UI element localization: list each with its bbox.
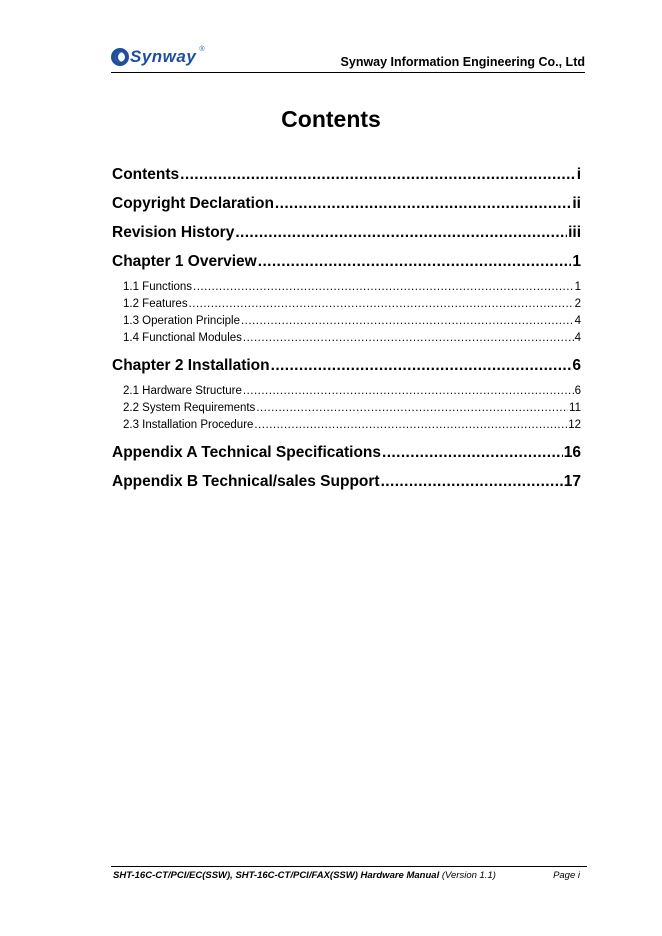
toc-entry-copyright[interactable] xyxy=(112,189,581,218)
toc-entry-page: 12 xyxy=(568,419,581,431)
dot-leader xyxy=(258,247,572,276)
dot-leader xyxy=(382,438,563,467)
toc-entry-label: 2.1 Hardware Structure xyxy=(123,385,242,397)
toc-entry-page: 6 xyxy=(572,357,581,374)
toc-entry-1-3[interactable] xyxy=(112,313,581,330)
toc-entry-page: 4 xyxy=(574,315,581,327)
toc-entry-page: 16 xyxy=(563,444,581,461)
toc-entry-1-1[interactable] xyxy=(112,279,581,296)
toc-entry-1-4[interactable] xyxy=(112,330,581,347)
dot-leader xyxy=(254,417,567,434)
toc-entry-chapter-1[interactable] xyxy=(112,247,581,276)
toc-entry-page: ii xyxy=(572,195,581,212)
dot-leader xyxy=(275,189,571,218)
registered-mark: ® xyxy=(199,45,205,53)
toc-entry-label: Revision History xyxy=(112,224,235,241)
toc-entry-label: Appendix B Technical/sales Support xyxy=(112,473,380,490)
page-title: Contents xyxy=(281,106,381,132)
toc-entry-page: 1 xyxy=(574,281,581,293)
dot-leader xyxy=(243,330,574,347)
toc-entry-appendix-b[interactable] xyxy=(112,467,581,496)
toc-entry-label: 2.3 Installation Procedure xyxy=(123,419,254,431)
synway-logo-icon xyxy=(111,48,129,66)
toc-entry-label: Copyright Declaration xyxy=(112,195,274,212)
page-footer xyxy=(111,866,587,881)
toc-entry-appendix-a[interactable] xyxy=(112,438,581,467)
toc-entry-label: 1.1 Functions xyxy=(123,281,193,293)
toc-entry-2-3[interactable] xyxy=(112,417,581,434)
manual-version: (Version 1.1) xyxy=(441,870,496,881)
dot-leader xyxy=(381,467,563,496)
toc-entry-page: i xyxy=(576,166,581,183)
toc-entry-page: 1 xyxy=(572,253,581,270)
synway-logo xyxy=(111,46,204,68)
toc-entry-contents[interactable] xyxy=(112,160,581,189)
toc-entry-2-1[interactable] xyxy=(112,383,581,400)
toc-entry-label: Chapter 1 Overview xyxy=(112,253,257,270)
table-of-contents xyxy=(112,160,581,496)
toc-entry-page: 2 xyxy=(574,298,581,310)
toc-entry-label: 1.4 Functional Modules xyxy=(123,332,242,344)
toc-entry-label: Chapter 2 Installation xyxy=(112,357,270,374)
manual-name: SHT-16C-CT/PCI/EC(SSW), SHT-16C-CT/PCI/FAX(SSW) Hardware Manual xyxy=(113,870,440,881)
toc-entry-2-2[interactable] xyxy=(112,400,581,417)
logo-text: Synway xyxy=(130,47,197,66)
toc-entry-page: 17 xyxy=(563,473,581,490)
page-header xyxy=(111,44,585,73)
dot-leader xyxy=(193,279,574,296)
toc-entry-label: 1.2 Features xyxy=(123,298,188,310)
toc-entry-page: 4 xyxy=(574,332,581,344)
toc-entry-label: 2.2 System Requirements xyxy=(123,402,256,414)
toc-entry-1-2[interactable] xyxy=(112,296,581,313)
dot-leader xyxy=(241,313,574,330)
toc-entry-page: 6 xyxy=(574,385,581,397)
toc-entry-page: 11 xyxy=(569,402,581,414)
dot-leader xyxy=(243,383,574,400)
footer-page-number: Page i xyxy=(553,870,580,881)
dot-leader xyxy=(271,351,572,380)
toc-entry-label: Contents xyxy=(112,166,180,183)
toc-entry-label: 1.3 Operation Principle xyxy=(123,315,240,327)
dot-leader xyxy=(235,218,567,247)
dot-leader xyxy=(256,400,568,417)
dot-leader xyxy=(180,160,576,189)
dot-leader xyxy=(189,296,574,313)
footer-manual-title xyxy=(113,870,496,881)
toc-entry-chapter-2[interactable] xyxy=(112,351,581,380)
toc-entry-page: iii xyxy=(568,224,581,241)
toc-entry-revision-history[interactable] xyxy=(112,218,581,247)
company-name: Synway Information Engineering Co., Ltd xyxy=(340,55,585,69)
toc-entry-label: Appendix A Technical Specifications xyxy=(112,444,382,461)
